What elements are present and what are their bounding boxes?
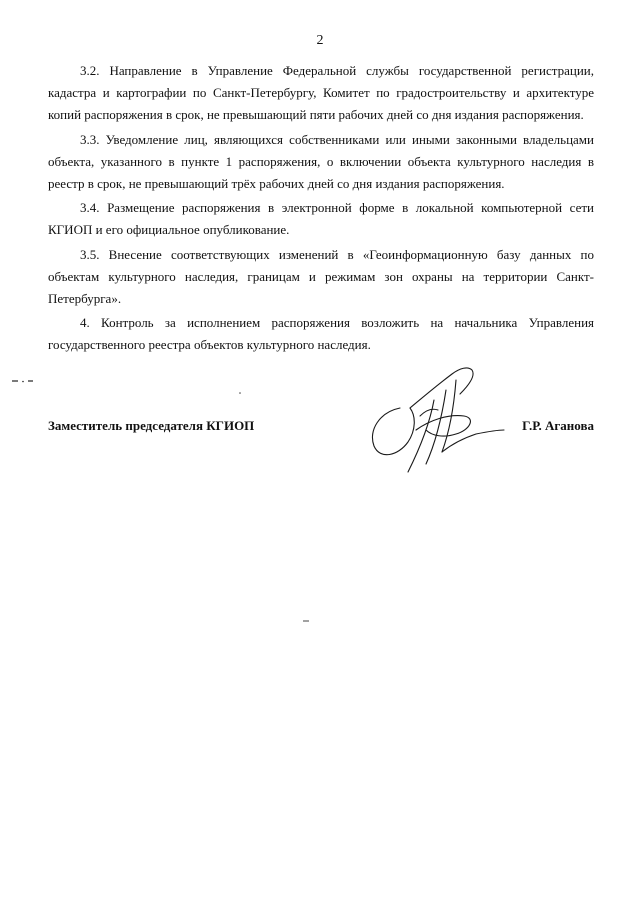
scan-dot-mark [238,391,242,395]
paragraph-3-4: 3.4. Размещение распоряжения в электронной форме в локальной компьютерной сети КГИОП и его официальное опубликование. [48,200,594,238]
signatory-name: Г.Р. Аганова [522,418,594,433]
signature-block [48,418,594,440]
paragraph-3-3: 3.3. Уведомление лиц, являющихся собственниками или иными законными владельцами объекта, указанного в пункте 1 распоряжения, о включении объекта культурного наследия в реестр в срок, не превышающий трёх рабочих дней со дня издания распоряжения. [48,131,594,192]
scan-speck-mark [12,378,34,384]
scan-dot-mark [303,619,309,623]
paragraph-3-2: 3.2. Направление в Управление Федеральной службы государственной регистрации, кадастра и картографии по Санкт-Петербургу, Комитет по градостроительству и архитектуре копий распоряжения в срок, не превышающий пяти рабочих дней со дня издания распоряжения. [48,63,594,123]
signatory-title: Заместитель председателя КГИОП [48,418,255,433]
document-body [48,60,594,359]
page-number: 2 [316,33,324,48]
paragraph-3-5: 3.5. Внесение соответствующих изменений в «Геоинформационную базу данных по объектам культурного наследия, границам и режимам зон охраны на территории Санкт-Петербурга». [48,246,594,307]
paragraph-4: 4. Контроль за исполнением распоряжения возложить на начальника Управления государственного реестра объектов культурного наследия. [48,315,594,353]
